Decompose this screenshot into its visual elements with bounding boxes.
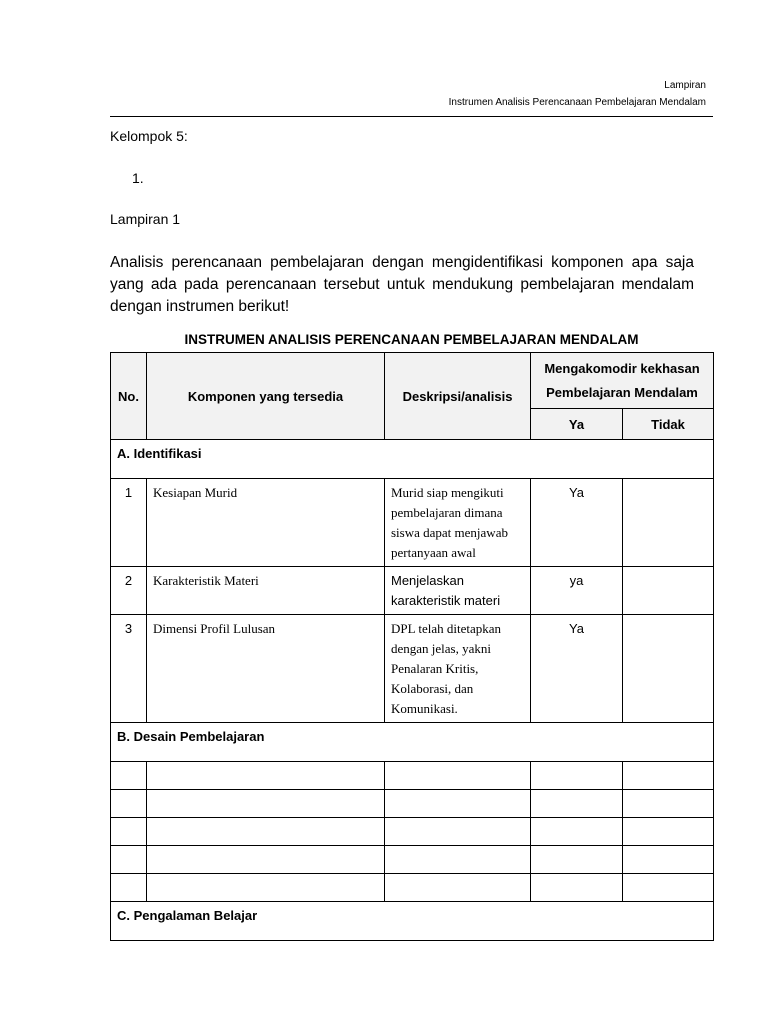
header-ya: Ya — [531, 409, 623, 440]
section-identifikasi: A. Identifikasi — [111, 440, 714, 479]
intro-paragraph: Analisis perencanaan pembelajaran dengan mengidentifikasi komponen apa saja yang ada pada perencanaan tersebut untuk mendukung pembelajaran mendalam dengan instrumen berikut! — [110, 254, 694, 315]
header-mengakomodir — [531, 353, 714, 409]
header-mengakomodir-line2: Pembelajaran Mendalam — [546, 384, 698, 400]
empty-row — [111, 818, 714, 846]
empty-row — [111, 846, 714, 874]
page-header-subtitle: Instrumen Analisis Perencanaan Pembelajaran Mendalam — [448, 97, 706, 108]
section-pengalaman-belajar: C. Pengalaman Belajar — [111, 902, 714, 941]
empty-row — [111, 790, 714, 818]
table-row — [111, 479, 714, 567]
row-komponen: Karakteristik Materi — [147, 567, 385, 615]
group-label: Kelompok 5: — [110, 128, 188, 144]
table-row — [111, 567, 714, 615]
row-komponen: Kesiapan Murid — [147, 479, 385, 567]
row-deskripsi: DPL telah ditetapkan dengan jelas, yakni Penalaran Kritis, Kolaborasi, dan Komunikasi. — [385, 615, 531, 723]
page-header-label: Lampiran — [664, 80, 706, 91]
table-header-row — [111, 353, 714, 409]
row-deskripsi: Menjelaskan karakteristik materi — [385, 567, 531, 615]
row-number: 2 — [111, 567, 147, 615]
analysis-instrument-table — [110, 352, 714, 941]
row-tidak — [623, 615, 714, 723]
section-row — [111, 902, 714, 941]
table-title: INSTRUMEN ANALISIS PERENCANAAN PEMBELAJARAN MENDALAM — [184, 332, 639, 347]
row-number: 1 — [111, 479, 147, 567]
header-divider — [110, 116, 713, 117]
row-ya: Ya — [531, 615, 623, 723]
section-desain-pembelajaran: B. Desain Pembelajaran — [111, 723, 714, 762]
row-number: 3 — [111, 615, 147, 723]
header-mengakomodir-line1: Mengakomodir kekhasan — [544, 360, 700, 376]
header-no: No. — [111, 353, 147, 440]
section-row — [111, 723, 714, 762]
row-ya: ya — [531, 567, 623, 615]
row-deskripsi: Murid siap mengikuti pembelajaran dimana siswa dapat menjawab pertanyaan awal — [385, 479, 531, 567]
header-komponen: Komponen yang tersedia — [147, 353, 385, 440]
row-ya: Ya — [531, 479, 623, 567]
appendix-label: Lampiran 1 — [110, 211, 181, 227]
empty-row — [111, 874, 714, 902]
row-tidak — [623, 567, 714, 615]
row-tidak — [623, 479, 714, 567]
row-komponen: Dimensi Profil Lulusan — [147, 615, 385, 723]
header-deskripsi: Deskripsi/analisis — [385, 353, 531, 440]
group-member-item: 1. — [132, 170, 144, 186]
table-row — [111, 615, 714, 723]
empty-row — [111, 762, 714, 790]
section-row — [111, 440, 714, 479]
header-tidak: Tidak — [623, 409, 714, 440]
